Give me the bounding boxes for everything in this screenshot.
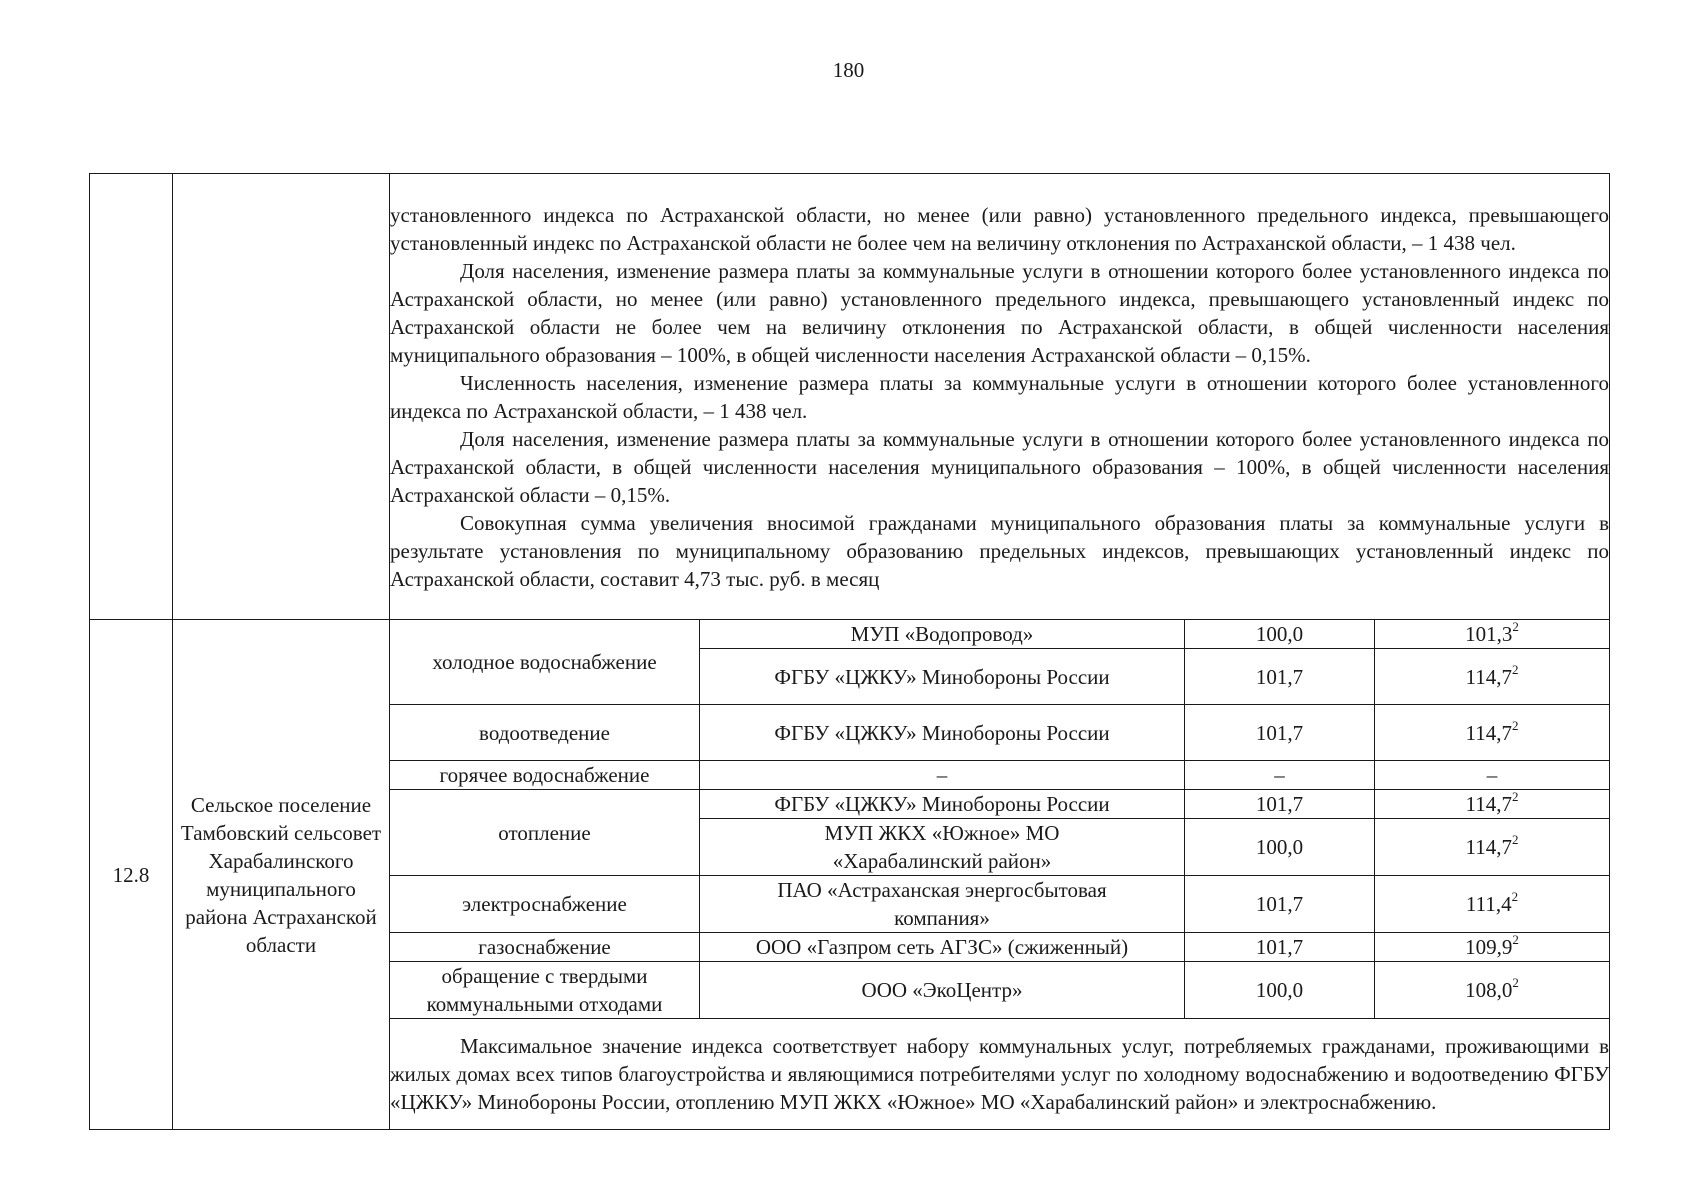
paragraph: Максимальное значение индекса соответствует набору коммунальных услуг, потребляемых гражданами, проживающими в жилых домах всех типов благоустройства и являющимися потребителями услуг по холодному водоснабжению и водоотведению ФГБУ «ЦЖКУ» Минобороны России, отоплению МУП ЖКХ «Южное» МО «Харабалинский район» и электроснабжению. [390,1034,1610,1114]
footnote-mark: 2 [1512,717,1519,733]
entry-number: 12.8 [90,620,173,1130]
index-cell: 100,0 [1185,620,1375,649]
footnote-mark: 2 [1512,619,1519,634]
index-table [89,173,1610,1130]
number-cell-empty [90,174,173,620]
index-cell: 101,7 [1185,876,1375,933]
limit-cell: – [1375,761,1610,790]
provider-cell: МУП ЖКХ «Южное» МО «Харабалинский район» [700,819,1185,876]
service-cell: электроснабжение [390,876,700,933]
limit-cell: 111,4$^2$ [1375,876,1610,933]
provider-cell: ООО «Газпром сеть АГЗС» (сжиженный) [700,933,1185,962]
paragraph: Численность населения, изменение размера платы за коммунальные услуги в отношении которого более установленного индекса по Астраханской области, – 1 438 чел. [390,370,1610,423]
index-cell: 101,7 [1185,933,1375,962]
paragraph: Доля населения, изменение размера платы за коммунальные услуги в отношении которого более установленного индекса по Астраханской области, в общей численности населения муниципального образования – 100%, в общей численности населения Астраханской области – 0,15%. [390,426,1610,507]
footnote-mark: 2 [1512,832,1519,847]
index-cell: 101,7 [1185,705,1375,761]
limit-cell: 114,7$^2$ [1375,819,1610,876]
service-cell: водоотведение [390,705,700,761]
footnote-mark: 2 [1512,789,1519,804]
provider-cell: ПАО «Астраханская энергосбытовая компания» [700,876,1185,933]
paragraph: установленного индекса по Астраханской области, но менее (или равно) установленного предельного индекса, превышающего установленный индекс по Астраханской области не более чем на величину отклонения по Астраханской области, – 1 438 чел. [390,202,1610,255]
limit-cell: 108,0$^2$ [1375,962,1610,1019]
provider-cell: ФГБУ «ЦЖКУ» Минобороны России [700,649,1185,705]
service-cell: обращение с твердыми коммунальными отходами [390,962,700,1019]
summary-text [390,1019,1610,1130]
table-row [90,620,1610,649]
continuation-text [390,174,1610,620]
paragraph: Совокупная сумма увеличения вносимой гражданами муниципального образования платы за коммунальные услуги в результате установления по муниципальному образованию предельных индексов, превышающих установленный индекс по Астраханской области, составит 4,73 тыс. руб. в месяц [390,510,1610,591]
index-cell: 100,0 [1185,962,1375,1019]
page-number: 180 [832,58,865,82]
footnote-mark: 2 [1512,975,1519,990]
provider-cell: ООО «ЭкоЦентр» [700,962,1185,1019]
continuation-row [90,174,1610,620]
limit-cell: 109,9$^2$ [1375,933,1610,962]
service-cell: газоснабжение [390,933,700,962]
service-cell: отопление [390,790,700,876]
limit-cell: 114,7$^2$ [1375,649,1610,705]
limit-cell: 101,3$^2$ [1375,620,1610,649]
footnote-mark: 2 [1511,889,1519,904]
limit-cell: 114,7$^2$ [1375,705,1610,761]
service-cell: горячее водоснабжение [390,761,700,790]
limit-cell: 114,7$^2$ [1375,790,1610,819]
provider-cell: МУП «Водопровод» [700,620,1185,649]
service-cell: холодное водоснабжение [390,620,700,705]
index-cell: 100,0 [1185,819,1375,876]
index-cell: 101,7 [1185,649,1375,705]
index-cell: 101,7 [1185,790,1375,819]
footnote-mark: 2 [1512,661,1519,677]
provider-cell: – [700,761,1185,790]
region-cell-empty [173,174,390,620]
entry-region: Сельское поселение Тамбовский сельсовет Харабалинского муниципального района Астраханской области [173,620,390,1130]
index-cell: – [1185,761,1375,790]
paragraph: Доля населения, изменение размера платы за коммунальные услуги в отношении которого более установленного индекса по Астраханской области, но менее (или равно) установленного предельного индекса, превышающего установленный индекс по Астраханской области не более чем на величину отклонения по Астраханской области, в общей численности населения муниципального образования – 100%, в общей численности населения Астраханской области – 0,15%. [390,258,1610,367]
provider-cell: ФГБУ «ЦЖКУ» Минобороны России [700,790,1185,819]
provider-cell: ФГБУ «ЦЖКУ» Минобороны России [700,705,1185,761]
footnote-mark: 2 [1512,932,1519,947]
